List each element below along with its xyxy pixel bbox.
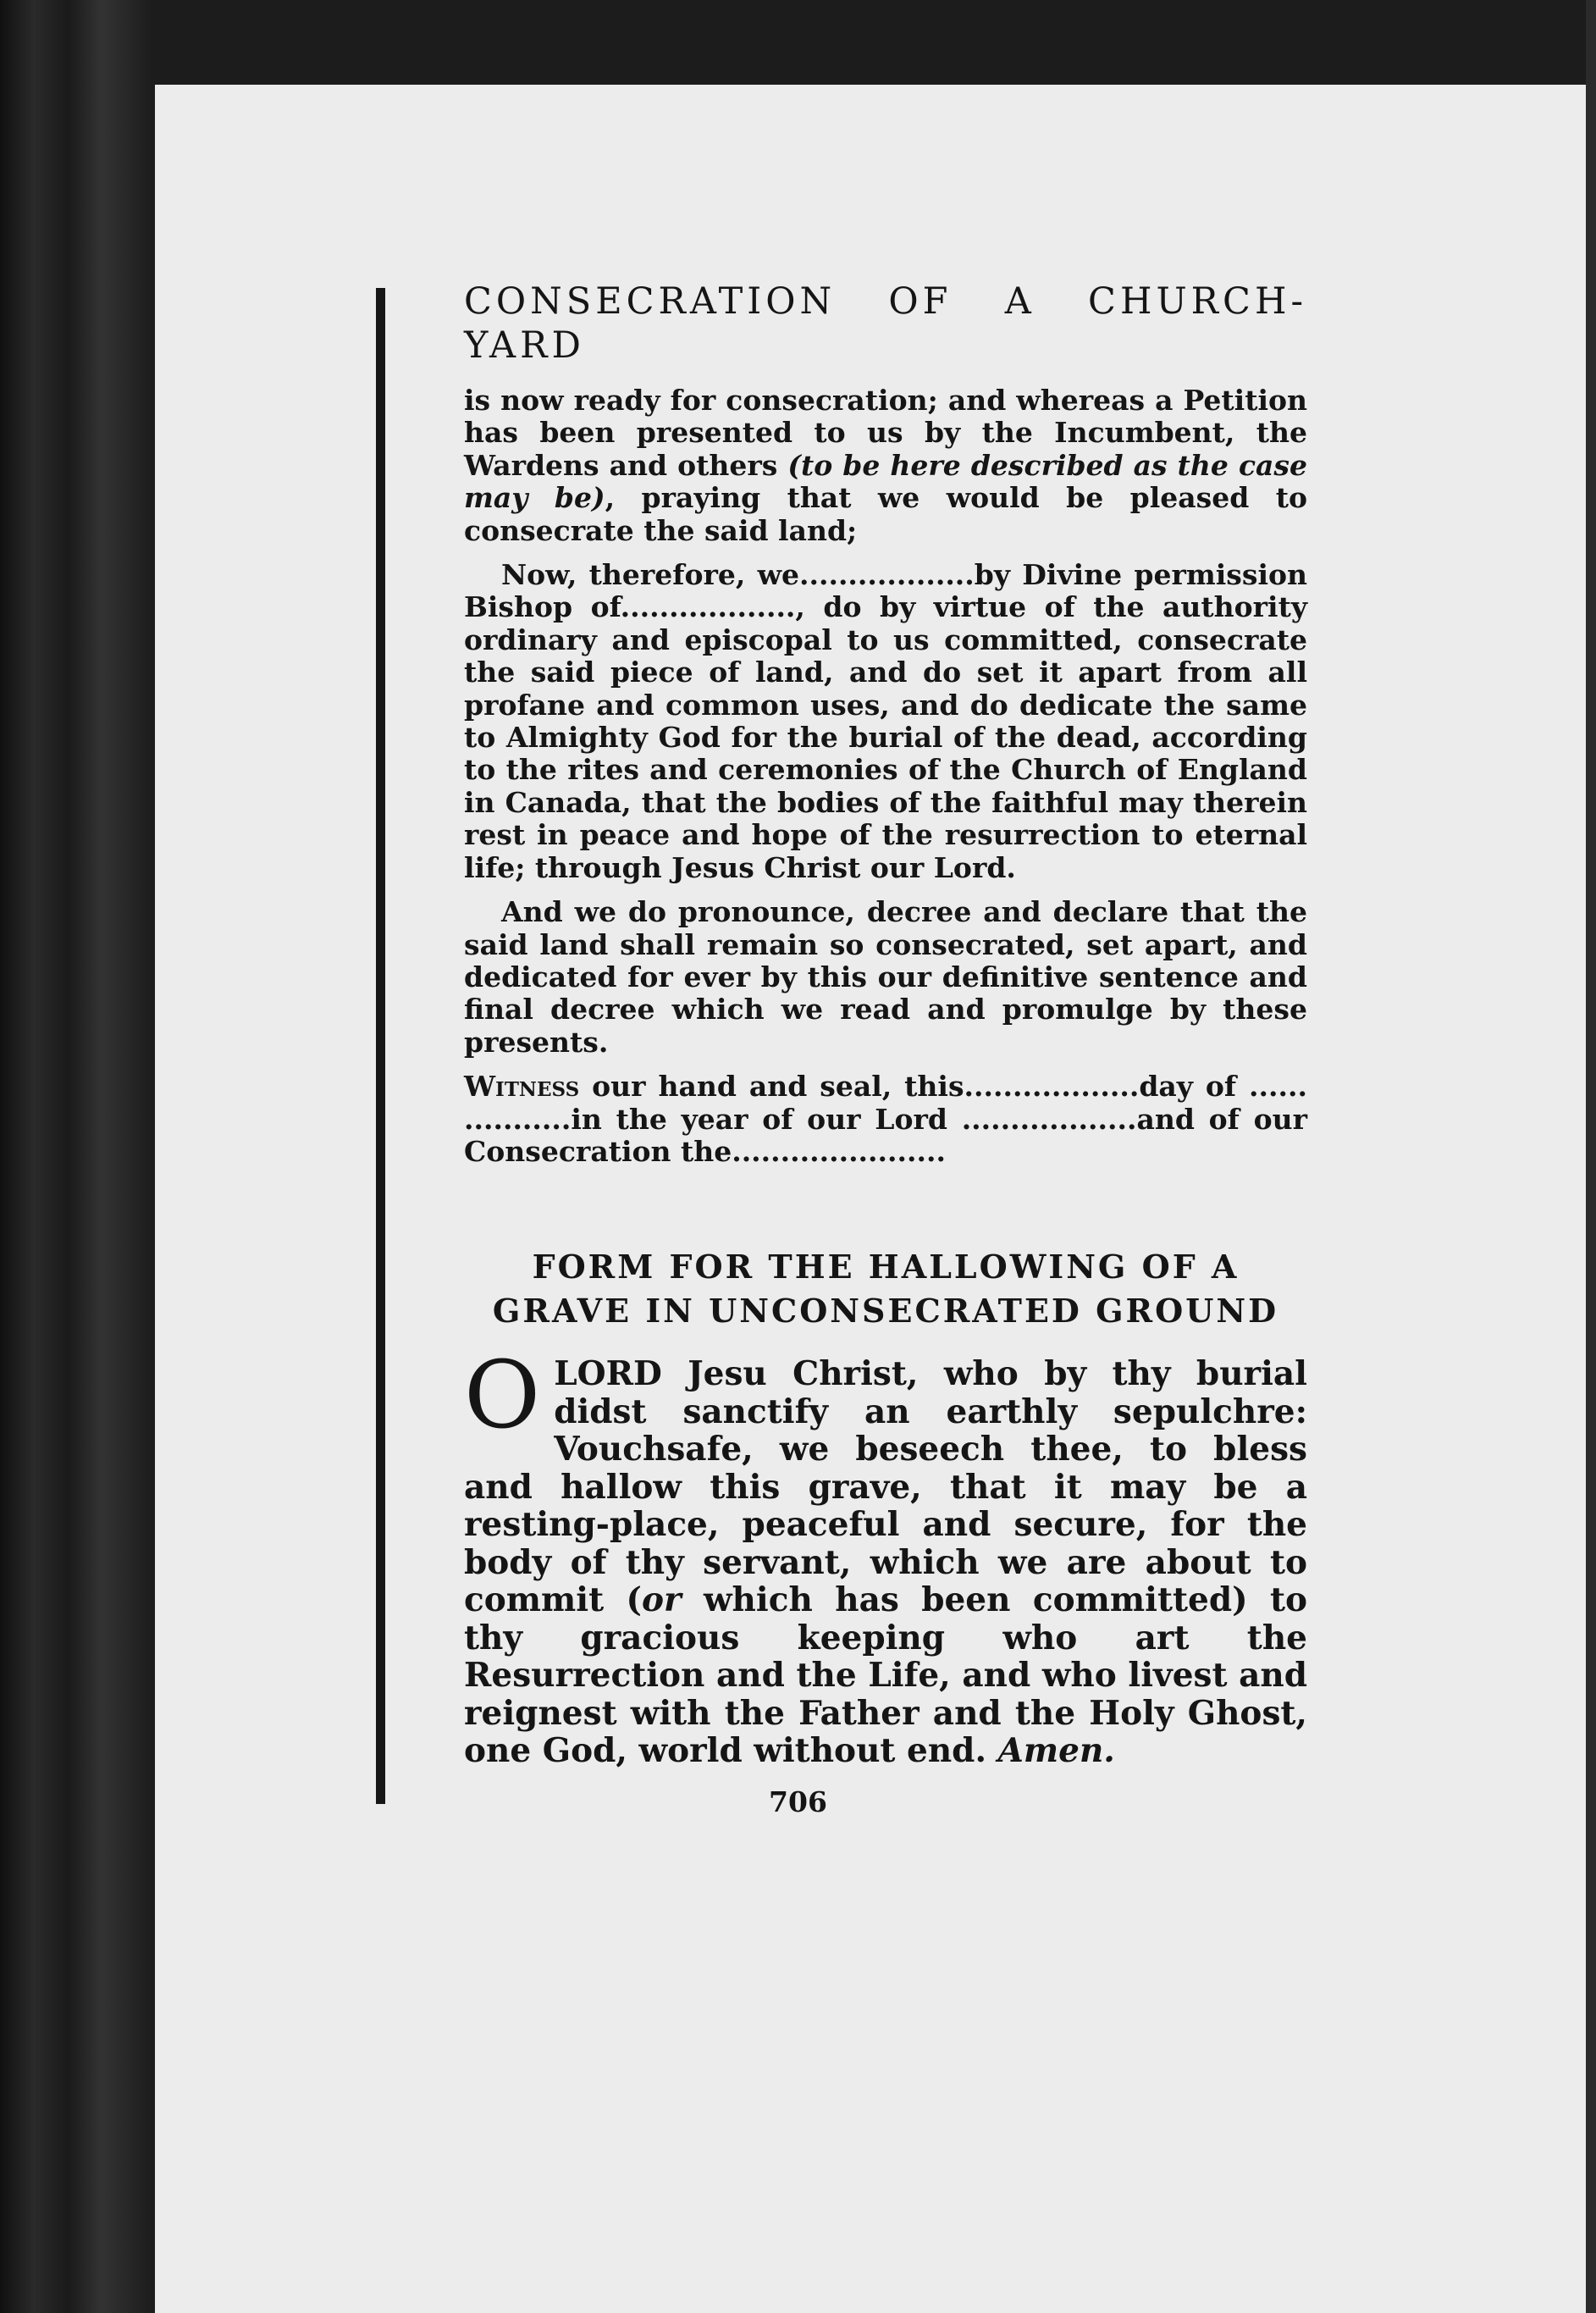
amen: Amen. (997, 1731, 1115, 1770)
paragraph-decree: And we do pronounce, decree and declare that the said land shall remain so consecrated, set apart, and dedicated for ever by this our definitive sentence and final decree which we read and promulge by these presents. (464, 895, 1307, 1059)
paragraph-petition (464, 385, 1307, 547)
prayer-text-continued: which has been committed) to thy gracious keeping who art the Resurrection and the Life, and who livest and reignest with the Father and the Holy Ghost, one God, world without end. (464, 1580, 1308, 1770)
prayer-italic-or: or (642, 1580, 682, 1619)
witness-text: our hand and seal, this..................day of ...... ...........in the year of our Lord ..................and of our Consecration the...................... (464, 1070, 1307, 1168)
section-heading (464, 1245, 1307, 1333)
prayer-text: LORD Jesu Christ, who by thy burial didst sanctify an earthly sepulchre: Vouchsafe, we beseech thee, to bless and hallow this grave, that it may be a resting-place, peaceful and secure, for the body of thy servant, which we are about to commit ( (464, 1354, 1307, 1619)
margin-rule (376, 288, 385, 1804)
page-edge-shadow (1586, 0, 1596, 2313)
petition-text-end: , praying that we would be pleased to consecrate the said land; (464, 481, 1307, 547)
paragraph-witness (464, 1071, 1307, 1168)
heading-line-1: FORM FOR THE HALLOWING OF A (532, 1248, 1240, 1286)
hallowing-section (464, 1245, 1307, 1770)
witness-word: Witness (464, 1070, 580, 1104)
petition-italic-note: (to be here described as the case may be) (464, 448, 1307, 515)
petition-text: is now ready for consecration; and whereas a Petition has been presented to us by the Incumbent, the Wardens and others (464, 384, 1307, 482)
drop-cap: O (464, 1341, 541, 1449)
heading-line-2: GRAVE IN UNCONSECRATED GROUND (492, 1292, 1279, 1330)
consecration-section (464, 279, 1307, 1168)
section-heading: CONSECRATION OF A CHURCH-YARD (464, 280, 1307, 367)
page-number: 706 (769, 1785, 827, 1818)
paragraph-consecration: Now, therefore, we..................by Divine permission Bishop of.................., do by virtue of the authority ordinary and episcopal to us committed, consecrate the said piece of land, and do set it apart from all profane and common uses, and do dedicate the same to Almighty God for the burial of the dead, according to the rites and ceremonies of the Church of England in Canada, that the bodies of the faithful may therein rest in peace and hope of the resurrection to eternal life; through Jesus Christ our Lord. (464, 558, 1307, 884)
prayer-paragraph (464, 1341, 1308, 1770)
